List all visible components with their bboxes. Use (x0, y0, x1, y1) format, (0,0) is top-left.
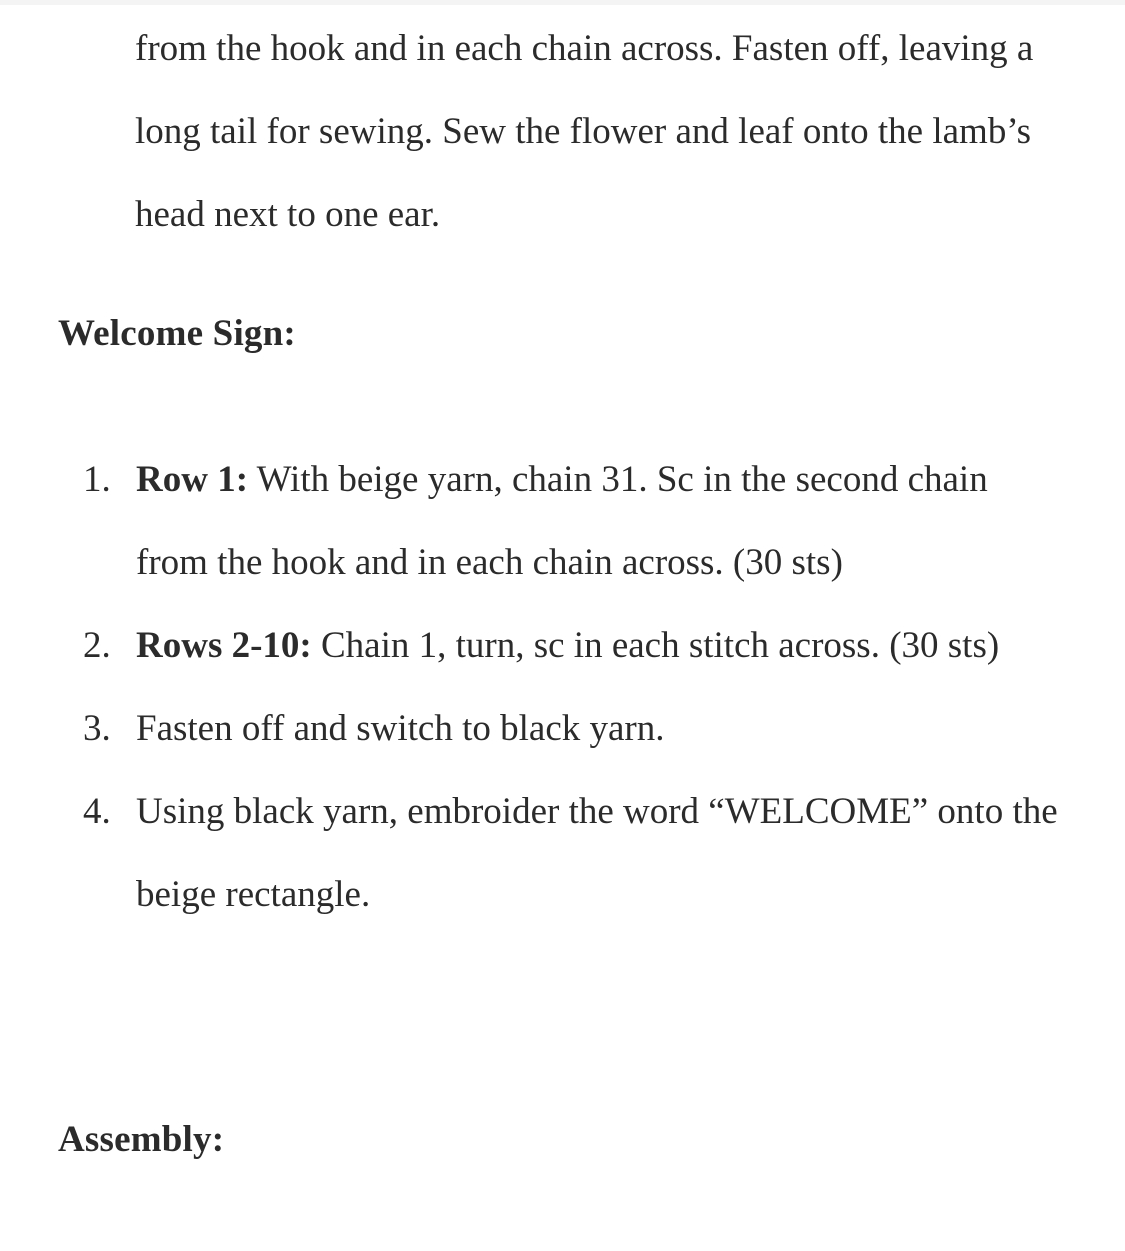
list-item-marker: 2. (83, 625, 111, 666)
list-item-text (136, 625, 999, 666)
list-item-marker: 1. (83, 459, 111, 500)
list-item-body: Chain 1, turn, sc in each stitch across. (30 sts) (311, 625, 1000, 666)
list-item-body: Fasten off and switch to black yarn. (136, 708, 665, 749)
list-item-text (136, 791, 1058, 915)
list-item-marker: 3. (83, 708, 111, 749)
paragraph-continuation: from the hook and in each chain across. Fasten off, leaving a long tail for sewing. Sew the flower and leaf onto the lamb’s head next to one ear. (135, 28, 1034, 235)
list-item-text (136, 708, 665, 749)
list-item (0, 687, 1065, 770)
section-heading-welcome-sign: Welcome Sign: (58, 313, 296, 354)
section-heading-assembly: Assembly: (58, 1119, 225, 1160)
list-item-body: Using black yarn, embroider the word “WELCOME” onto the beige rectangle. (136, 791, 1058, 915)
list-item-lead-in: Row 1: (136, 459, 249, 500)
page-top-edge-band (0, 0, 1125, 5)
list-item-marker: 4. (83, 791, 111, 832)
list-item-body: With beige yarn, chain 31. Sc in the second chain from the hook and in each chain across. (30 sts) (136, 459, 988, 583)
list-item-lead-in: Rows 2-10: (136, 625, 312, 666)
welcome-sign-steps-list (0, 438, 1065, 936)
list-item (0, 438, 1065, 604)
list-item (0, 604, 1065, 687)
list-item (0, 770, 1065, 936)
list-item-text (136, 459, 988, 583)
